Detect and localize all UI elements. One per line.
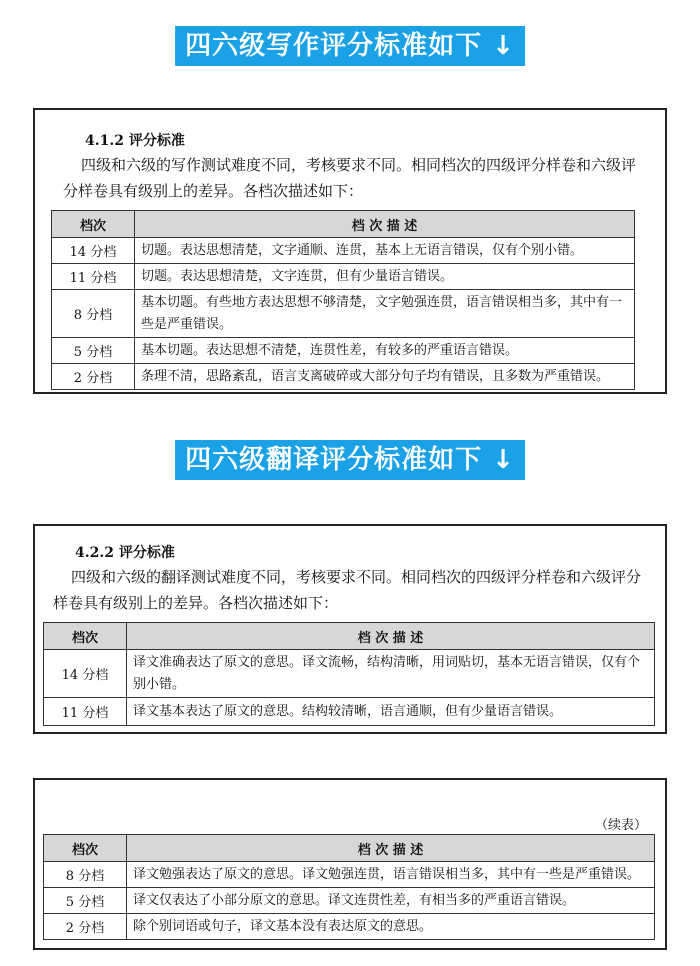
table-header-row — [44, 623, 655, 650]
row-level: 14 分档 — [44, 650, 127, 698]
translation-cont-table — [43, 834, 655, 940]
table-row — [44, 862, 655, 888]
header-level: 档次 — [44, 623, 127, 650]
row-desc: 译文准确表达了原文的意思。译文流畅，结构清晰，用词贴切，基本无语言错误，仅有个别小错。 — [127, 650, 655, 698]
translation-section-title: 4.2.2 评分标准 — [75, 545, 175, 561]
writing-table — [51, 210, 635, 390]
header-level: 档次 — [52, 211, 135, 238]
table-row — [52, 364, 635, 390]
row-desc: 切题。表达思想清楚，文字通顺、连贯，基本上无语言错误，仅有个别小错。 — [135, 238, 635, 264]
row-desc: 基本切题。表达思想不清楚，连贯性差，有较多的严重语言错误。 — [135, 338, 635, 364]
table-row — [44, 888, 655, 914]
translation-cont-panel — [33, 778, 667, 950]
row-desc: 译文基本表达了原文的意思。结构较清晰，语言通顺，但有少量语言错误。 — [127, 698, 655, 726]
writing-banner: 四六级写作评分标准如下 ↓ — [175, 26, 525, 66]
row-desc: 除个别词语或句子，译文基本没有表达原文的意思。 — [127, 914, 655, 940]
table-row — [52, 264, 635, 290]
table-row — [52, 338, 635, 364]
translation-panel — [33, 524, 667, 734]
row-level: 5 分档 — [52, 338, 135, 364]
translation-banner: 四六级翻译评分标准如下 ↓ — [175, 440, 525, 480]
row-desc: 切题。表达思想清楚，文字连贯，但有少量语言错误。 — [135, 264, 635, 290]
header-desc: 档 次 描 述 — [127, 623, 655, 650]
row-level: 8 分档 — [44, 862, 127, 888]
row-level: 14 分档 — [52, 238, 135, 264]
row-level: 11 分档 — [44, 698, 127, 726]
header-desc: 档 次 描 述 — [127, 835, 655, 862]
row-desc: 条理不清，思路紊乱，语言支离破碎或大部分句子均有错误，且多数为严重错误。 — [135, 364, 635, 390]
row-desc: 基本切题。有些地方表达思想不够清楚，文字勉强连贯，语言错误相当多，其中有一些是严重错误。 — [135, 290, 635, 338]
header-desc: 档 次 描 述 — [135, 211, 635, 238]
table-row — [44, 698, 655, 726]
table-header-row — [52, 211, 635, 238]
row-level: 2 分档 — [44, 914, 127, 940]
translation-table — [43, 622, 655, 726]
row-desc: 译文仅表达了小部分原文的意思。译文连贯性差，有相当多的严重语言错误。 — [127, 888, 655, 914]
table-row — [52, 238, 635, 264]
table-row — [52, 290, 635, 338]
table-row — [44, 914, 655, 940]
row-level: 2 分档 — [52, 364, 135, 390]
writing-panel — [33, 108, 667, 394]
row-level: 11 分档 — [52, 264, 135, 290]
table-row — [44, 650, 655, 698]
writing-intro: 四级和六级的写作测试难度不同，考核要求不同。相同档次的四级评分样卷和六级评分样卷具有级别上的差异。各档次描述如下： — [63, 156, 637, 200]
header-level: 档次 — [44, 835, 127, 862]
row-desc: 译文勉强表达了原文的意思。译文勉强连贯，语言错误相当多，其中有一些是严重错误。 — [127, 862, 655, 888]
row-level: 8 分档 — [52, 290, 135, 338]
row-level: 5 分档 — [44, 888, 127, 914]
writing-section-title: 4.1.2 评分标准 — [85, 133, 185, 149]
table-header-row — [44, 835, 655, 862]
continued-note: （续表） — [594, 818, 647, 833]
translation-intro: 四级和六级的翻译测试难度不同，考核要求不同。相同档次的四级评分样卷和六级评分样卷具有级别上的差异。各档次描述如下： — [53, 568, 642, 612]
